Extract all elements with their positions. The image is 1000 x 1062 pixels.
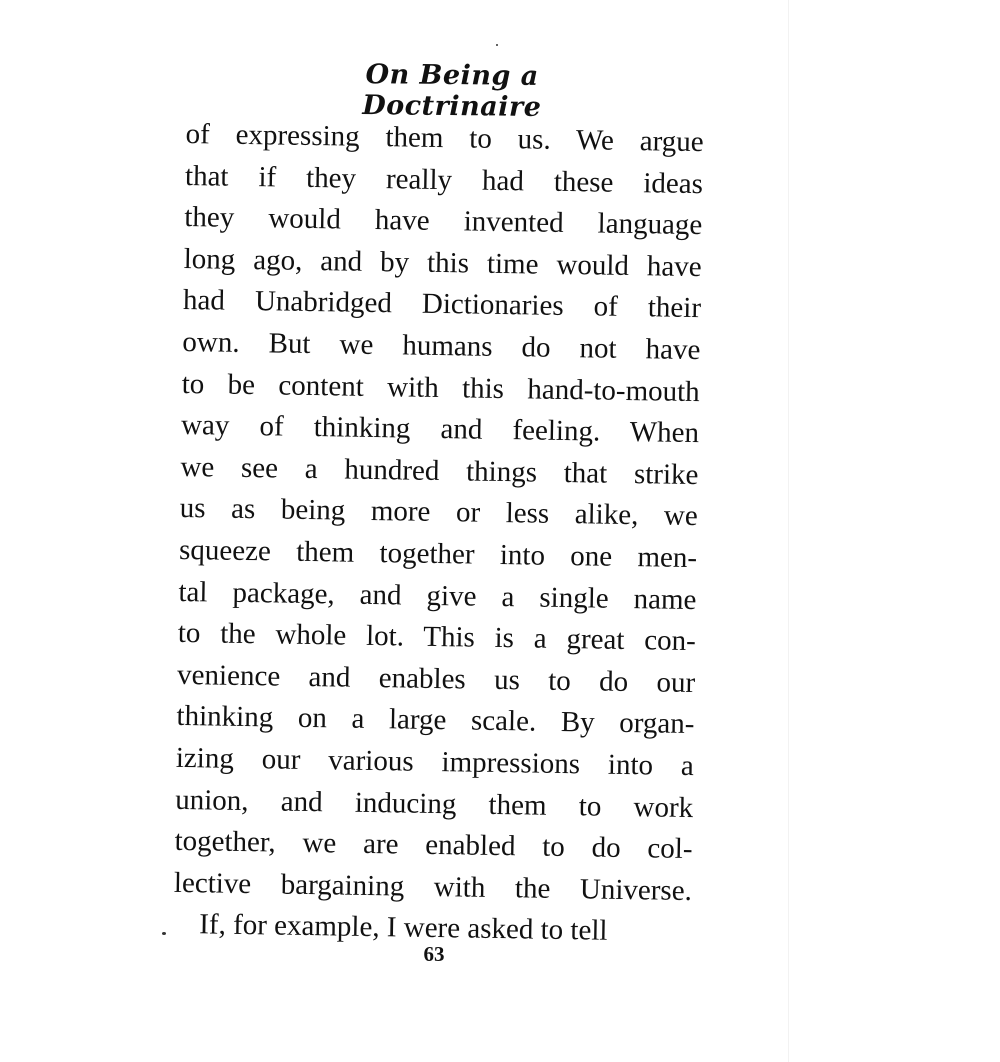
text-line: tal package, and give a single name	[178, 575, 697, 616]
text-line: squeeze them together into one men-	[178, 533, 698, 575]
running-head: On Being a Doctrinaire	[362, 59, 542, 123]
text-line: that if they really had these ideas	[184, 159, 704, 200]
text-line: long ago, and by this time would have	[183, 242, 702, 283]
text-line: own. But we humans do not have	[182, 325, 701, 367]
text-line: venience and enables us to do our	[176, 658, 696, 699]
text-line: we see a hundred things that strike	[180, 450, 699, 491]
text-line: to the whole lot. This is a great con-	[177, 617, 697, 658]
text-line: us as being more or less alike, we	[179, 492, 698, 533]
text-line: izing our various impressions into a	[175, 741, 695, 782]
page-number: 63	[423, 942, 445, 966]
text-line: union, and inducing them to work	[174, 783, 694, 824]
text-line: lective bargaining with the Universe.	[173, 866, 693, 907]
text-line: thinking on a large scale. By organ-	[176, 700, 695, 741]
text-line: way of thinking and feeling. When	[180, 409, 700, 450]
text-line: they would have invented language	[184, 201, 703, 242]
text-line-paragraph-start: If, for example, I were asked to tell	[199, 908, 608, 948]
scan-edge	[788, 0, 789, 1062]
text-line: to be content with this hand-to-mouth	[181, 367, 700, 408]
speck	[162, 932, 166, 935]
text-line: had Unabridged Dictionaries of their	[182, 284, 702, 325]
text-line: of expressing them to us. We argue	[185, 117, 704, 159]
speck	[496, 44, 498, 46]
text-line: together, we are enabled to do col-	[174, 825, 693, 866]
body-text	[173, 114, 704, 954]
